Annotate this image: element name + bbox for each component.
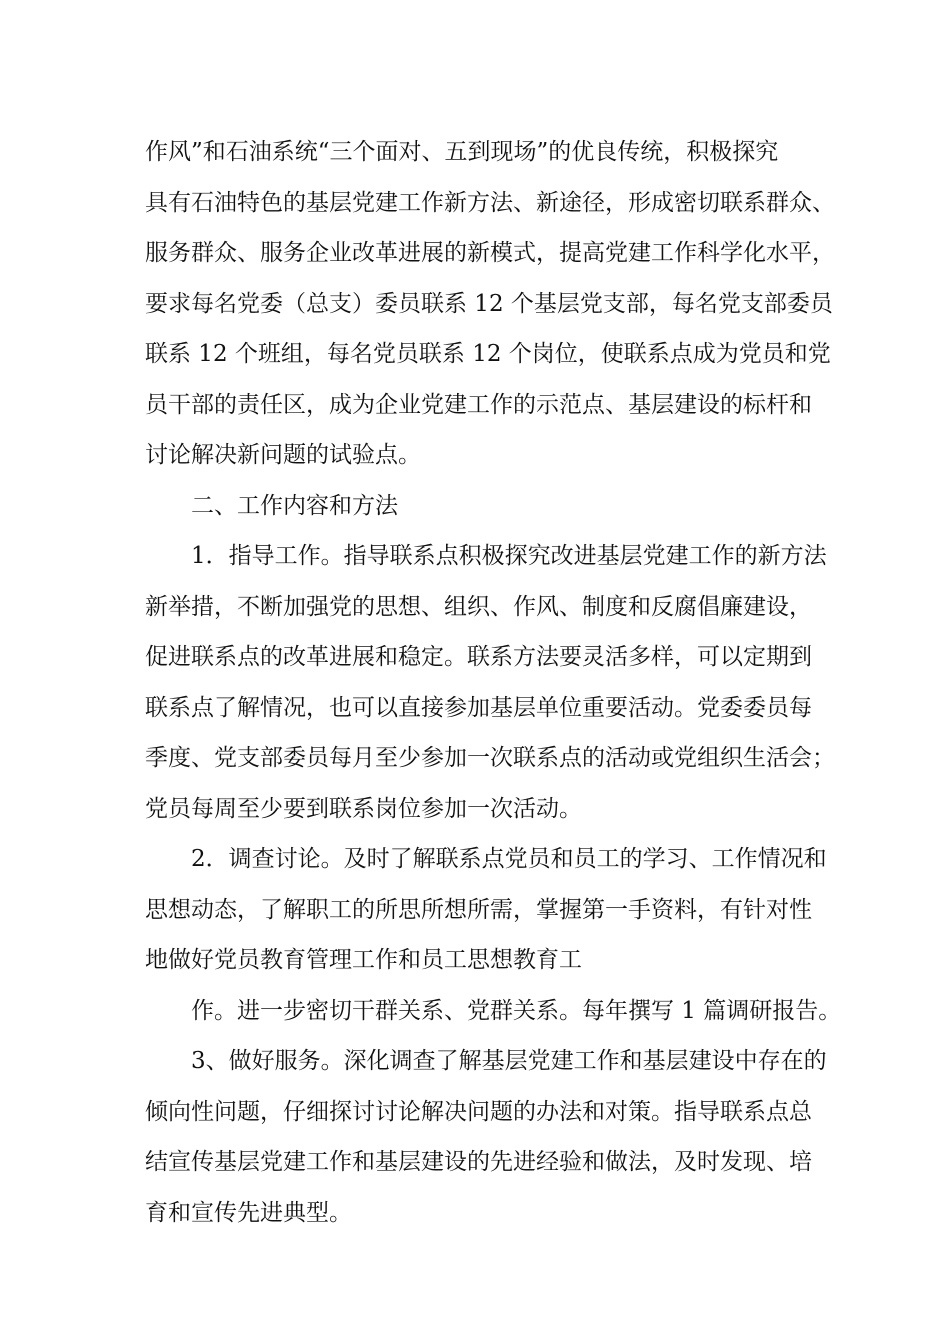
text-line: 地做好党员教育管理工作和员工思想教育工 bbox=[145, 947, 582, 973]
text-line: 要求每名党委（总支）委员联系 12 个基层党支部，每名党支部委员 bbox=[145, 290, 833, 317]
text-line: 讨论解决新问题的试验点。 bbox=[145, 442, 421, 468]
text-line: 作。进一步密切干群关系、党群关系。每年撰写 1 篇调研报告。 bbox=[191, 997, 842, 1024]
text-line: 结宣传基层党建工作和基层建设的先进经验和做法，及时发现、培 bbox=[145, 1149, 812, 1175]
section-heading: 二、工作内容和方法 bbox=[191, 492, 398, 519]
text-line: 育和宣传先进典型。 bbox=[145, 1199, 352, 1226]
text-line: 倾向性问题，仔细探讨讨论解决问题的办法和对策。指导联系点总 bbox=[145, 1098, 812, 1125]
text-line: 联系点了解情况，也可以直接参加基层单位重要活动。党委委员每 bbox=[145, 694, 812, 721]
text-line: 3、做好服务。深化调查了解基层党建工作和基层建设中存在的 bbox=[191, 1048, 827, 1074]
document-body bbox=[145, 127, 842, 1238]
text-line: 员干部的责任区，成为企业党建工作的示范点、基层建设的标杆和 bbox=[145, 391, 812, 418]
text-line: 联系 12 个班组，每名党员联系 12 个岗位，使联系点成为党员和党 bbox=[145, 341, 831, 367]
text-line: 服务群众、服务企业改革进展的新模式，提高党建工作科学化水平， bbox=[145, 240, 835, 266]
text-line: 作风”和石油系统“三个面对、五到现场”的优良传统，积极探究 bbox=[145, 139, 779, 165]
text-line: 思想动态，了解职工的所思所想所需，掌握第一手资料，有针对性 bbox=[145, 896, 812, 923]
text-line: 新举措，不断加强党的思想、组织、作风、制度和反腐倡廉建设， bbox=[145, 593, 812, 620]
text-line: 1．指导工作。指导联系点积极探究改进基层党建工作的新方法 bbox=[191, 543, 827, 569]
text-line: 党员每周至少要到联系岗位参加一次活动。 bbox=[145, 795, 582, 822]
text-line: 2．调查讨论。及时了解联系点党员和员工的学习、工作情况和 bbox=[191, 846, 827, 872]
text-line: 促进联系点的改革进展和稳定。联系方法要灵活多样，可以定期到 bbox=[145, 644, 812, 670]
text-line: 季度、党支部委员每月至少参加一次联系点的活动或党组织生活会； bbox=[145, 745, 835, 771]
text-line: 具有石油特色的基层党建工作新方法、新途径，形成密切联系群众、 bbox=[145, 189, 835, 216]
